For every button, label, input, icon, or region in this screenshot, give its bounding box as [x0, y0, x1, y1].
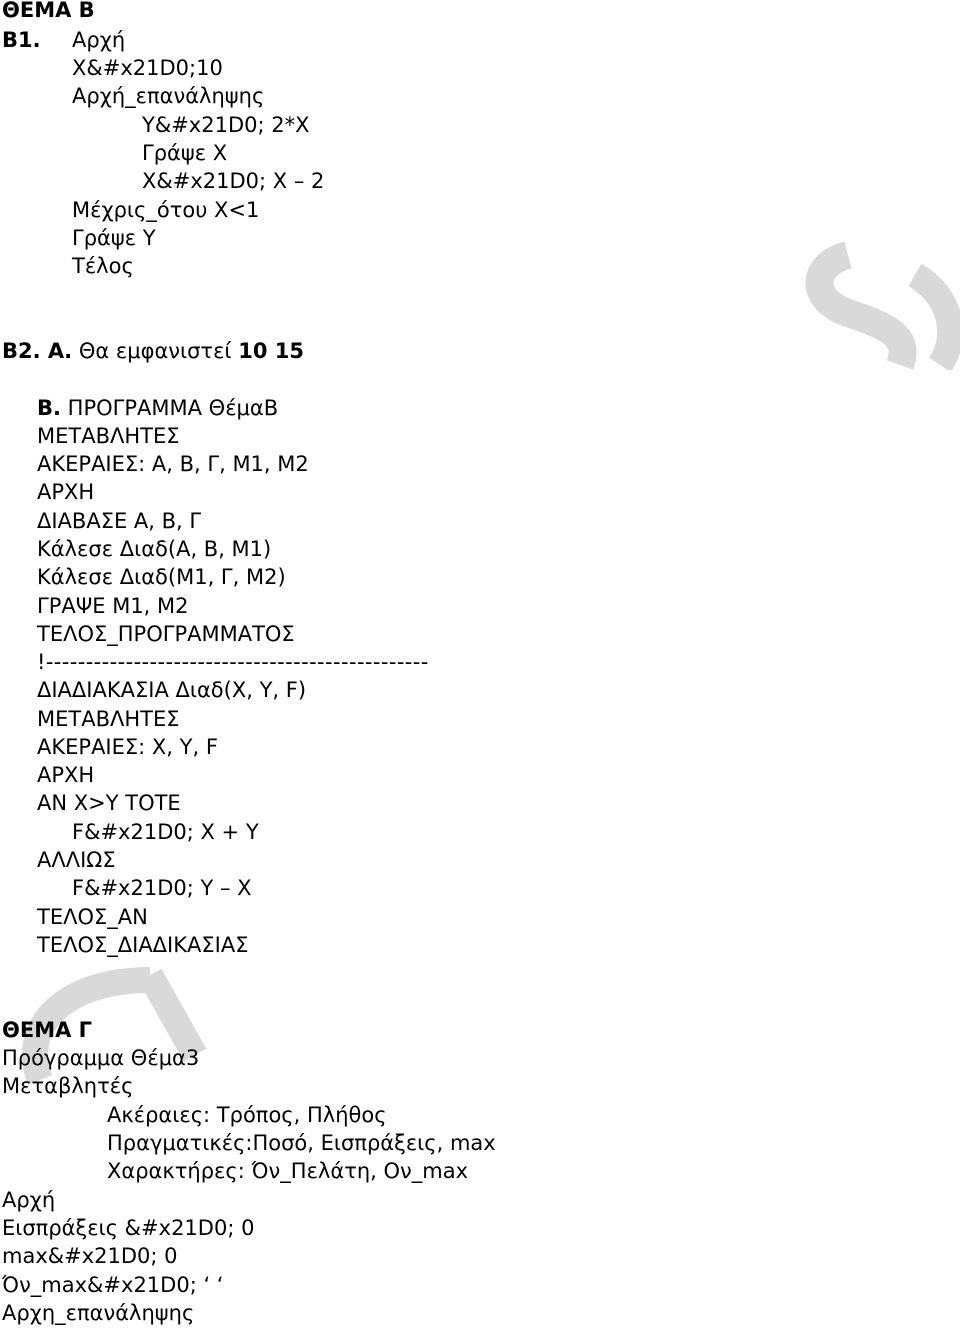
b1-line: Αρχή [72, 28, 126, 52]
b1-line: Αρχή_επανάληψης [72, 84, 265, 108]
program-line: ΑΛΛΙΩΣ [37, 848, 116, 872]
theme-c-line: Μεταβλητές [2, 1074, 134, 1098]
b2b-label: Β. [37, 396, 61, 420]
theme-c-line: Ακέραιες: Τρόπος, Πλήθος [107, 1103, 387, 1127]
b1-line: Υ&#x21D0; 2*Χ [142, 113, 310, 137]
program-line: ΠΡΟΓΡΑΜΜΑ ΘέμαΒ [67, 396, 279, 420]
b2a-values: 10 15 [238, 339, 304, 363]
program-line: ΑΚΕΡΑΙΕΣ: Α, Β, Γ, Μ1, Μ2 [37, 452, 309, 476]
program-line: ΓΡΑΨΕ Μ1, Μ2 [37, 594, 189, 618]
separator-line: !------------------------------------------------ [37, 650, 429, 674]
program-line: ΤΕΛΟΣ_ΔΙΑΔΙΚΑΣΙΑΣ [37, 933, 249, 957]
theme-c-line: Αρχή [2, 1188, 56, 1212]
b1-line: Χ&#x21D0; Χ – 2 [142, 169, 325, 193]
b1-line: Τέλος [72, 254, 134, 278]
b2a-label: Β2. Α. [2, 339, 73, 363]
watermark-top-right [800, 225, 960, 370]
program-line: ΤΕΛΟΣ_ΑΝ [37, 905, 148, 929]
theme-b-heading: ΘΕΜΑ Β [2, 0, 95, 22]
program-line: ΑΡΧΗ [37, 480, 95, 504]
theme-c-line: Εισπράξεις &#x21D0; 0 [2, 1216, 255, 1240]
program-line: F&#x21D0; Υ – Χ [72, 876, 252, 900]
program-line: ΜΕΤΑΒΛΗΤΕΣ [37, 707, 180, 731]
b1-line: Χ&#x21D0;10 [72, 56, 223, 80]
program-line: ΑΝ Χ>Υ ΤΟΤΕ [37, 791, 181, 815]
b2a-text: Θα εμφανιστεί [78, 339, 232, 363]
program-line: ΑΡΧΗ [37, 763, 95, 787]
theme-c-heading: ΘΕΜΑ Γ [2, 1018, 93, 1042]
program-line: ΑΚΕΡΑΙΕΣ: Χ, Υ, F [37, 735, 218, 759]
b1-line: Μέχρις_ότου Χ<1 [72, 198, 260, 222]
b2a-line [2, 337, 304, 365]
b1-line: Γράψε Χ [142, 141, 228, 165]
theme-c-line: Πραγματικές:Ποσό, Εισπράξεις, max [107, 1131, 496, 1155]
theme-c-line: Χαρακτήρες: Όν_Πελάτη, Ον_max [107, 1159, 469, 1183]
program-line: ΔΙΑΒΑΣΕ Α, Β, Γ [37, 509, 202, 533]
program-line: ΤΕΛΟΣ_ΠΡΟΓΡΑΜΜΑΤΟΣ [37, 622, 295, 646]
program-line: ΜΕΤΑΒΛΗΤΕΣ [37, 424, 180, 448]
theme-c-line: Όν_max&#x21D0; ‘ ‘ [2, 1273, 224, 1297]
program-line: F&#x21D0; Χ + Υ [72, 820, 259, 844]
b1-line: Γράψε Υ [72, 226, 156, 250]
b1-label: Β1. [2, 28, 41, 52]
theme-c-line: max&#x21D0; 0 [2, 1244, 178, 1268]
program-line: ΔΙΑΔΙΑΚΑΣΙΑ Διαδ(Χ, Υ, F) [37, 678, 307, 702]
theme-c-line: Αρχη_επανάληψης [2, 1301, 195, 1325]
program-line: Κάλεσε Διαδ(Μ1, Γ, Μ2) [37, 565, 286, 589]
program-line: Κάλεσε Διαδ(Α, Β, Μ1) [37, 537, 272, 561]
theme-c-line: Πρόγραμμα Θέμα3 [2, 1046, 200, 1070]
b2b-line-first [37, 394, 278, 422]
